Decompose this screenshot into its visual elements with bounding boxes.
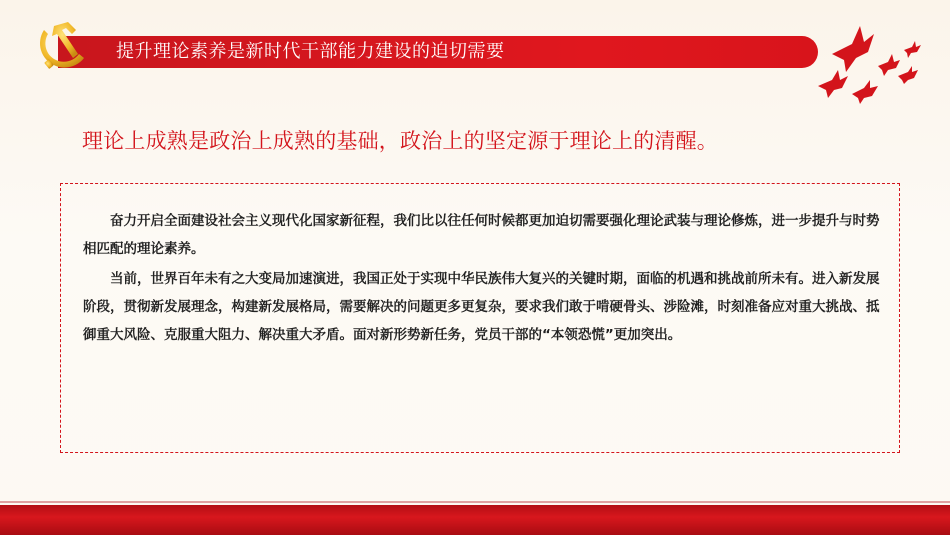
- page-title: 提升理论素养是新时代干部能力建设的迫切需要: [116, 41, 505, 62]
- content-text: [83, 207, 883, 351]
- title-bar: [58, 36, 818, 68]
- party-emblem-icon: [32, 16, 90, 74]
- content-box: [60, 183, 900, 453]
- paragraph: 奋力开启全面建设社会主义现代化国家新征程，我们比以往任何时候都更加迫切需要强化理论武装与理论修炼，进一步提升与时势相匹配的理论素养。: [83, 213, 880, 257]
- bottom-divider: [0, 501, 950, 503]
- headline: 理论上成熟是政治上成熟的基础，政治上的坚定源于理论上的清醒。: [82, 129, 718, 153]
- flying-doves-icon: [812, 14, 932, 104]
- paragraph: 当前，世界百年未有之大变局加速演进，我国正处于实现中华民族伟大复兴的关键时期，面临的机遇和挑战前所未有。进入新发展阶段，贯彻新发展理念，构建新发展格局，需要解决的问题更多更复杂，要求我们敢于啃硬骨头、涉险滩，时刻准备应对重大挑战、抵御重大风险、克服重大阻力、解决重大矛盾。面对新形势新任务，党员干部的“本领恐慌”更加突出。: [83, 271, 880, 343]
- bottom-band: [0, 505, 950, 535]
